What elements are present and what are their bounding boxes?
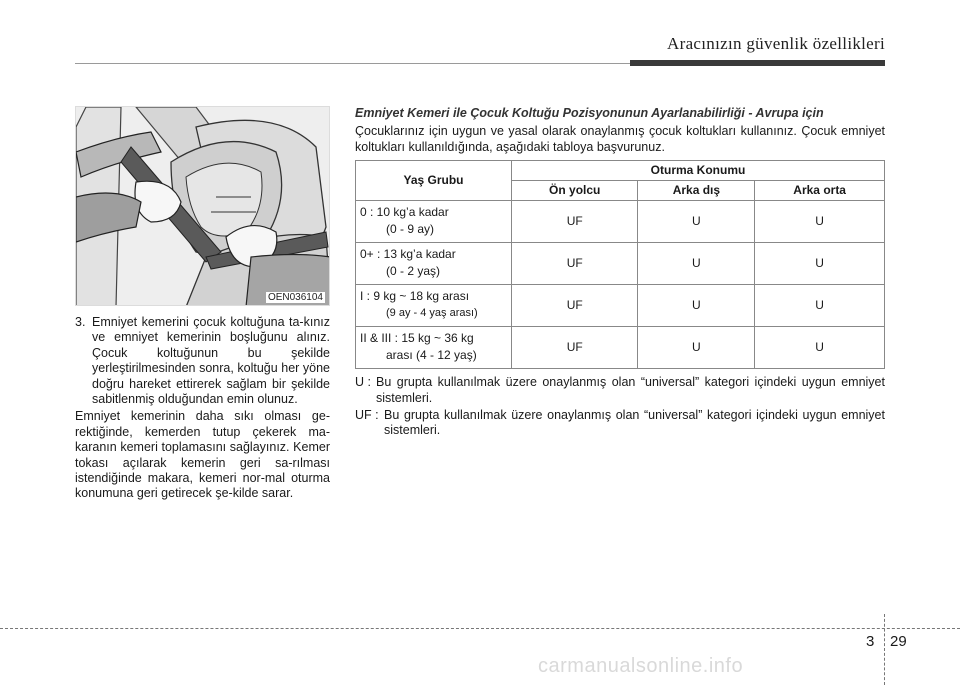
note-text: Bu grupta kullanılmak üzere onaylanmış olan “universal” kategori içindeki uygun emniyet sistemleri. bbox=[376, 375, 885, 405]
age-group-age: (0 - 9 ay) bbox=[386, 222, 435, 237]
retractor-paragraph: Emniyet kemerinin daha sıkı olması ge-rektiğinde, kemerden tutup çekerek ma-karanın kemeri toplamasını sağlayınız. Kemer tokası açılarak kemerin geri sa-rılması istendiğinde makara, kemeri nor-mal oturma konumuna geri getirecek şe-kilde sarar. bbox=[75, 409, 330, 501]
intro-paragraph: Çocuklarınız için uygun ve yasal olarak onaylanmış çocuk koltukları kullanınız. Çocuk emniyet koltukları kullanıldığında, aşağıdaki tabloya başvurunuz. bbox=[355, 124, 885, 154]
footer-divider bbox=[884, 614, 885, 685]
table-cell: U bbox=[755, 201, 885, 243]
figure-code: OEN036104 bbox=[267, 292, 323, 303]
table-cell: U bbox=[638, 243, 755, 285]
table-row bbox=[356, 201, 885, 243]
table-cell: U bbox=[638, 201, 755, 243]
table-row bbox=[356, 243, 885, 285]
page-number: 29 bbox=[890, 633, 907, 650]
age-group-age: arası (4 - 12 yaş) bbox=[386, 348, 477, 363]
age-group-weight: 0+ : 13 kg’a kadar bbox=[360, 247, 456, 262]
table-cell: UF bbox=[512, 327, 638, 369]
age-group-weight: 0 : 10 kg’a kadar bbox=[360, 205, 449, 220]
column-rear-center: Arka orta bbox=[755, 181, 885, 201]
age-group-age: (9 ay - 4 yaş arası) bbox=[386, 307, 478, 320]
table-cell: U bbox=[638, 327, 755, 369]
column-rear-outboard: Arka dış bbox=[638, 181, 755, 201]
age-group-header: Yaş Grubu bbox=[356, 161, 512, 201]
age-group-weight: I : 9 kg ~ 18 kg arası bbox=[360, 289, 470, 304]
age-group-cell bbox=[356, 201, 512, 243]
table-cell: U bbox=[755, 243, 885, 285]
header-title: Aracınızın güvenlik özellikleri bbox=[667, 34, 885, 53]
watermark: carmanualsonline.info bbox=[538, 655, 744, 677]
column-front-passenger: Ön yolcu bbox=[512, 181, 638, 201]
header-accent-bar bbox=[630, 60, 885, 66]
table-cell: UF bbox=[512, 243, 638, 285]
note-u bbox=[355, 375, 885, 406]
note-text: Bu grupta kullanılmak üzere onaylanmış olan “universal” kategori içindeki uygun emniyet sistemleri. bbox=[384, 408, 885, 438]
chapter-number: 3 bbox=[866, 633, 875, 650]
table-header-row bbox=[356, 161, 885, 181]
table-row bbox=[356, 327, 885, 369]
child-seat-illustration bbox=[76, 107, 330, 306]
step-3 bbox=[75, 315, 330, 407]
age-group-cell bbox=[356, 243, 512, 285]
table-cell: U bbox=[638, 285, 755, 327]
table-cell: UF bbox=[512, 285, 638, 327]
seat-suitability-table bbox=[355, 160, 885, 369]
seat-belt-illustration bbox=[75, 106, 330, 306]
step-text: Emniyet kemerini çocuk koltuğuna ta-kınız ve emniyet kemerinin boşluğunu alınız. Çocuk koltuğunun bu şekilde yerleştirilmesinden sonra, koltuğu her yöne doğru hareket ettirerek sağlam bir şekilde sabitlenmiş olduğundan emin olunuz. bbox=[92, 315, 330, 407]
seating-position-header: Oturma Konumu bbox=[512, 161, 885, 181]
left-column bbox=[75, 315, 330, 502]
age-group-cell bbox=[356, 327, 512, 369]
age-group-weight: II & III : 15 kg ~ 36 kg bbox=[360, 331, 474, 346]
section-title: Emniyet Kemeri ile Çocuk Koltuğu Pozisyonunun Ayarlanabilirliği - Avrupa için bbox=[355, 106, 824, 120]
age-group-cell bbox=[356, 285, 512, 327]
note-key: U : bbox=[355, 375, 371, 390]
right-column bbox=[355, 106, 885, 439]
table-row bbox=[356, 285, 885, 327]
table-cell: U bbox=[755, 285, 885, 327]
footer-rule bbox=[0, 628, 960, 629]
step-number: 3. bbox=[75, 315, 86, 329]
table-cell: UF bbox=[512, 201, 638, 243]
table-cell: U bbox=[755, 327, 885, 369]
age-group-age: (0 - 2 yaş) bbox=[386, 264, 441, 279]
note-key: UF : bbox=[355, 408, 379, 423]
note-uf bbox=[355, 408, 885, 439]
